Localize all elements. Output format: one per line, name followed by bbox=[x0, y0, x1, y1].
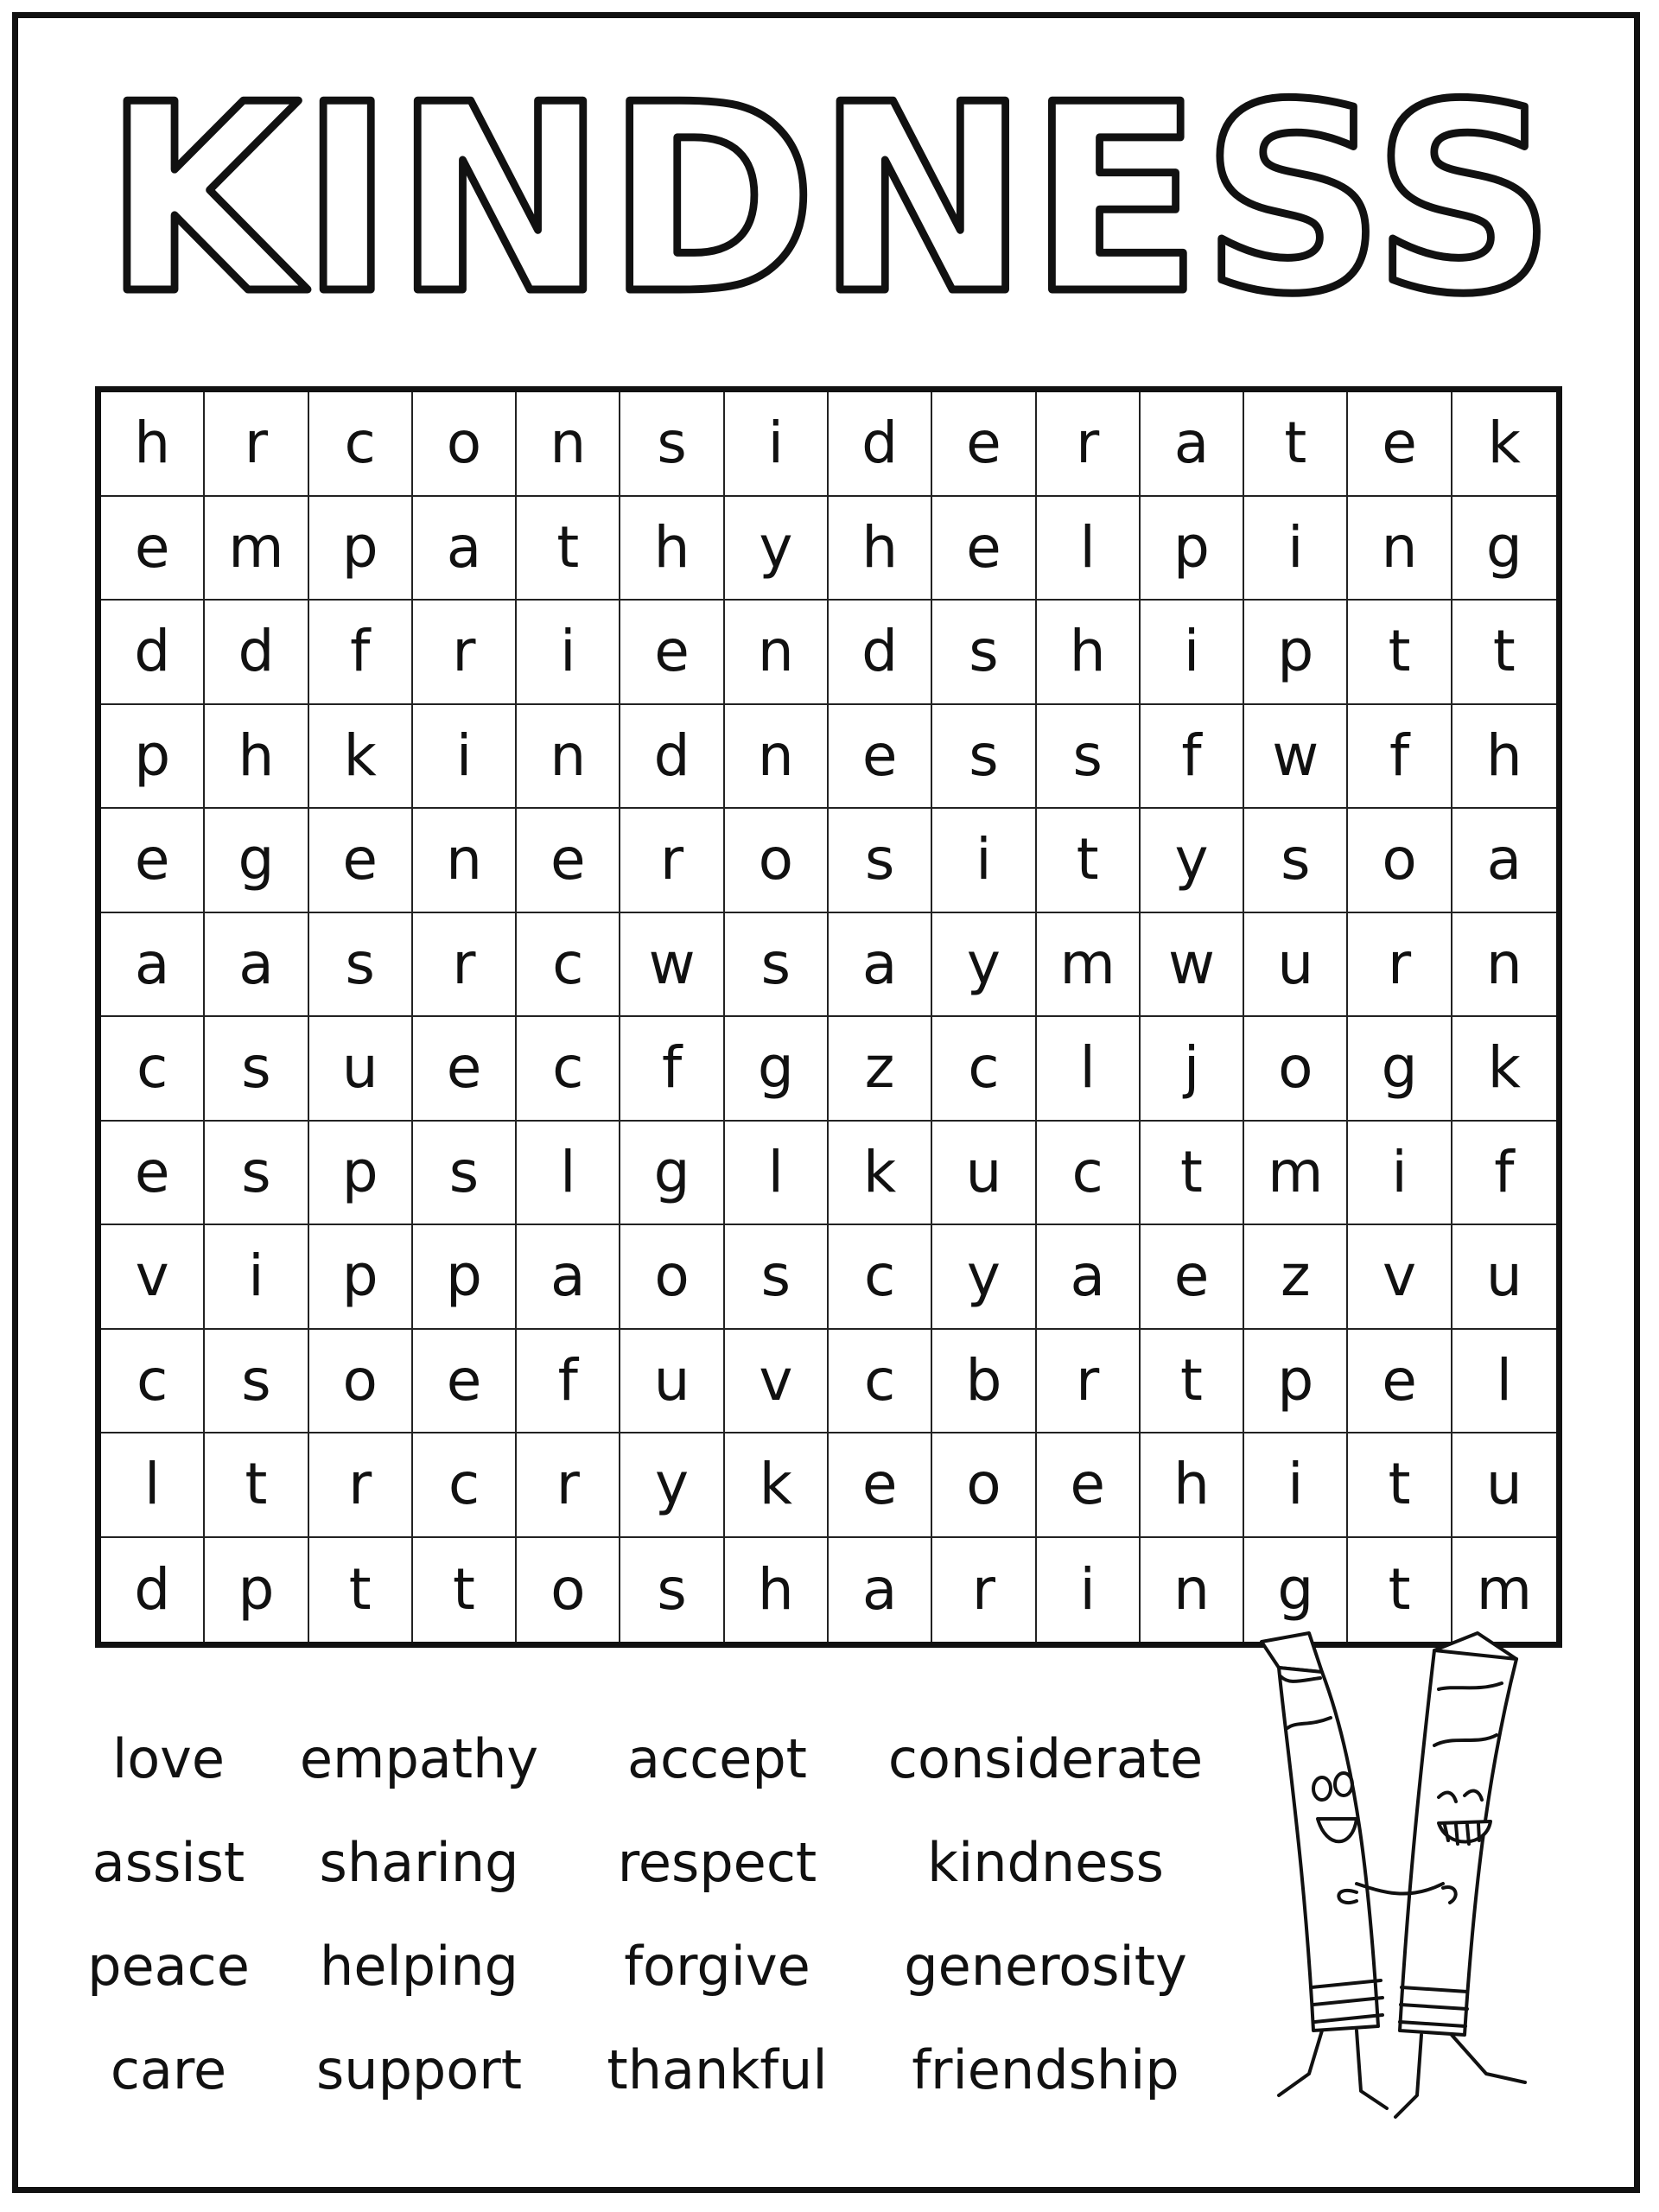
grid-cell: o bbox=[725, 809, 829, 913]
grid-cell: e bbox=[932, 392, 1036, 497]
grid-cell: s bbox=[620, 1538, 724, 1643]
grid-cell: c bbox=[309, 392, 413, 497]
grid-cell: g bbox=[1244, 1538, 1348, 1643]
grid-cell: l bbox=[1037, 497, 1141, 601]
grid-cell: c bbox=[1037, 1122, 1141, 1226]
grid-cell: a bbox=[1037, 1225, 1141, 1330]
grid-cell: i bbox=[1244, 1433, 1348, 1538]
grid-cell: t bbox=[1452, 601, 1556, 705]
grid-cell: e bbox=[932, 497, 1036, 601]
grid-cell: i bbox=[517, 601, 620, 705]
grid-cell: e bbox=[1037, 1433, 1141, 1538]
grid-cell: e bbox=[829, 1433, 932, 1538]
grid-cell: c bbox=[829, 1225, 932, 1330]
grid-cell: e bbox=[413, 1330, 517, 1434]
grid-cell: a bbox=[205, 913, 308, 1018]
grid-cell: c bbox=[101, 1330, 205, 1434]
grid-cell: p bbox=[309, 497, 413, 601]
grid-cell: e bbox=[1348, 392, 1452, 497]
word-list-item: helping bbox=[320, 1934, 518, 1998]
word-list-item: sharing bbox=[319, 1830, 519, 1894]
grid-cell: s bbox=[205, 1330, 308, 1434]
grid-cell: f bbox=[309, 601, 413, 705]
grid-cell: a bbox=[413, 497, 517, 601]
grid-cell: c bbox=[517, 1017, 620, 1122]
grid-cell: p bbox=[1244, 601, 1348, 705]
grid-cell: y bbox=[1141, 809, 1244, 913]
grid-cell: a bbox=[101, 913, 205, 1018]
grid-cell: i bbox=[1348, 1122, 1452, 1226]
grid-cell: a bbox=[1452, 809, 1556, 913]
page-title bbox=[0, 52, 1659, 346]
grid-cell: f bbox=[620, 1017, 724, 1122]
grid-cell: p bbox=[205, 1538, 308, 1643]
grid-cell: f bbox=[1348, 705, 1452, 810]
grid-cell: k bbox=[829, 1122, 932, 1226]
grid-cell: t bbox=[1348, 1433, 1452, 1538]
grid-cell: v bbox=[725, 1330, 829, 1434]
grid-cell: s bbox=[829, 809, 932, 913]
grid-cell: t bbox=[517, 497, 620, 601]
grid-cell: a bbox=[517, 1225, 620, 1330]
word-list-item: love bbox=[112, 1726, 225, 1790]
grid-cell: r bbox=[1037, 1330, 1141, 1434]
grid-cell: o bbox=[932, 1433, 1036, 1538]
grid-cell: w bbox=[1244, 705, 1348, 810]
grid-cell: t bbox=[1141, 1330, 1244, 1434]
grid-cell: r bbox=[517, 1433, 620, 1538]
word-list-item: assist bbox=[92, 1830, 245, 1894]
grid-cell: r bbox=[205, 392, 308, 497]
grid-cell: r bbox=[1037, 392, 1141, 497]
grid-cell: n bbox=[725, 705, 829, 810]
grid-cell: o bbox=[1244, 1017, 1348, 1122]
grid-cell: m bbox=[1476, 1555, 1532, 1623]
grid-cell: a bbox=[829, 913, 932, 1018]
grid-cell: h bbox=[1037, 601, 1141, 705]
grid-cell: c bbox=[413, 1433, 517, 1538]
grid-cell: d bbox=[101, 1538, 205, 1643]
grid-cell: r bbox=[413, 913, 517, 1018]
word-list-item: forgive bbox=[624, 1934, 810, 1998]
grid-cell: z bbox=[829, 1017, 932, 1122]
grid-cell: t bbox=[1348, 601, 1452, 705]
grid-cell: y bbox=[725, 497, 829, 601]
grid-cell: t bbox=[413, 1538, 517, 1643]
word-list-item: support bbox=[315, 2037, 523, 2101]
word-list bbox=[69, 1707, 1227, 2121]
word-list-item: thankful bbox=[607, 2037, 828, 2101]
grid-cell: e bbox=[1141, 1225, 1244, 1330]
grid-cell: t bbox=[1037, 809, 1141, 913]
grid-cell: v bbox=[1348, 1225, 1452, 1330]
grid-cell: i bbox=[413, 705, 517, 810]
title-svg bbox=[0, 52, 1659, 346]
grid-cell: o bbox=[620, 1225, 724, 1330]
grid-cell: w bbox=[1141, 913, 1244, 1018]
word-list-item: generosity bbox=[904, 1934, 1187, 1998]
word-list-item: care bbox=[110, 2037, 227, 2101]
grid-cell: b bbox=[932, 1330, 1036, 1434]
grid-cell: s bbox=[309, 913, 413, 1018]
grid-cell: p bbox=[309, 1225, 413, 1330]
grid-cell: s bbox=[725, 1225, 829, 1330]
grid-cell: d bbox=[829, 392, 932, 497]
grid-cell: f bbox=[1141, 705, 1244, 810]
grid-cell: o bbox=[309, 1330, 413, 1434]
grid-cell: h bbox=[1452, 705, 1556, 810]
title-text: KINDNESS bbox=[104, 52, 1555, 346]
grid-cell: r bbox=[413, 601, 517, 705]
grid-cell: n bbox=[1348, 497, 1452, 601]
grid-cell: o bbox=[1348, 809, 1452, 913]
grid-cell: p bbox=[101, 705, 205, 810]
grid-cell: n bbox=[725, 601, 829, 705]
grid-cell: i bbox=[205, 1225, 308, 1330]
grid-cell: g bbox=[620, 1122, 724, 1226]
grid-cell: n bbox=[517, 705, 620, 810]
grid-cell: e bbox=[309, 809, 413, 913]
grid-cell: s bbox=[725, 913, 829, 1018]
grid-cell: k bbox=[1452, 1017, 1556, 1122]
grid-cell: t bbox=[309, 1538, 413, 1643]
word-list-item: accept bbox=[627, 1726, 807, 1790]
grid-cell: s bbox=[1244, 809, 1348, 913]
grid-cell: k bbox=[725, 1433, 829, 1538]
grid-cell: e bbox=[101, 1122, 205, 1226]
grid-cell: s bbox=[1037, 705, 1141, 810]
grid-cell: e bbox=[829, 705, 932, 810]
grid-cell: s bbox=[413, 1122, 517, 1226]
grid-cell: e bbox=[101, 809, 205, 913]
grid-cell: g bbox=[725, 1017, 829, 1122]
grid-cell: l bbox=[101, 1433, 205, 1538]
grid-cell: k bbox=[1452, 392, 1556, 497]
grid-cell: c bbox=[932, 1017, 1036, 1122]
grid-cell: f bbox=[1452, 1122, 1556, 1226]
grid-cell: i bbox=[1244, 497, 1348, 601]
grid-cell: d bbox=[205, 601, 308, 705]
grid-cell: s bbox=[932, 705, 1036, 810]
grid-cell: l bbox=[1452, 1330, 1556, 1434]
grid-cell: l bbox=[1037, 1017, 1141, 1122]
grid-cell: v bbox=[101, 1225, 205, 1330]
word-list-item: considerate bbox=[887, 1726, 1204, 1790]
grid-cell: a bbox=[829, 1538, 932, 1643]
grid-cell: e bbox=[413, 1017, 517, 1122]
grid-cell: n bbox=[1452, 913, 1556, 1018]
grid-cell: e bbox=[620, 601, 724, 705]
grid-cell: s bbox=[620, 392, 724, 497]
grid-cell: d bbox=[620, 705, 724, 810]
grid-cell: u bbox=[1452, 1225, 1556, 1330]
word-search-grid bbox=[95, 386, 1562, 1648]
grid-cell: c bbox=[101, 1017, 205, 1122]
grid-cell: u bbox=[309, 1017, 413, 1122]
grid-cell: p bbox=[1244, 1330, 1348, 1434]
grid-cell: u bbox=[932, 1122, 1036, 1226]
grid-cell: w bbox=[620, 913, 724, 1018]
grid-cell: e bbox=[517, 809, 620, 913]
grid-cell: r bbox=[309, 1433, 413, 1538]
grid-cell: e bbox=[101, 497, 205, 601]
word-list-item: empathy bbox=[299, 1726, 539, 1790]
grid-cell: a bbox=[1141, 392, 1244, 497]
grid-cell: s bbox=[932, 601, 1036, 705]
grid-cell: l bbox=[517, 1122, 620, 1226]
grid-cell: o bbox=[517, 1538, 620, 1643]
grid-cell: t bbox=[205, 1433, 308, 1538]
hugging-pencils-icon bbox=[1227, 1624, 1607, 2143]
grid-cell: o bbox=[413, 392, 517, 497]
grid-cell: h bbox=[725, 1538, 829, 1643]
grid-cell: i bbox=[1141, 601, 1244, 705]
grid-cell: d bbox=[829, 601, 932, 705]
grid-cell: u bbox=[620, 1330, 724, 1434]
grid-cell: n bbox=[413, 809, 517, 913]
grid-cell: t bbox=[1141, 1122, 1244, 1226]
grid-cell: p bbox=[1141, 497, 1244, 601]
grid-cell: c bbox=[829, 1330, 932, 1434]
grid-cell: u bbox=[1452, 1433, 1556, 1538]
left-pencil-icon bbox=[1262, 1633, 1387, 2108]
grid-cell: n bbox=[1141, 1538, 1244, 1643]
grid-cell: g bbox=[205, 809, 308, 913]
grid-cell: h bbox=[205, 705, 308, 810]
grid-cell: s bbox=[205, 1122, 308, 1226]
grid-cell: y bbox=[620, 1433, 724, 1538]
grid-cell: m bbox=[1244, 1122, 1348, 1226]
grid-cell: h bbox=[1141, 1433, 1244, 1538]
grid-cell: i bbox=[1037, 1538, 1141, 1643]
grid-cell: k bbox=[309, 705, 413, 810]
word-list-item: friendship bbox=[912, 2037, 1179, 2101]
grid-cell: h bbox=[620, 497, 724, 601]
grid-cell: y bbox=[932, 1225, 1036, 1330]
grid-cell: h bbox=[829, 497, 932, 601]
grid-cell: t bbox=[1244, 392, 1348, 497]
grid-cell: p bbox=[309, 1122, 413, 1226]
grid-cell: f bbox=[517, 1330, 620, 1434]
grid-cell: p bbox=[413, 1225, 517, 1330]
word-list-item: peace bbox=[87, 1934, 250, 1998]
grid-cell: h bbox=[101, 392, 205, 497]
grid-cell: e bbox=[1348, 1330, 1452, 1434]
grid-cell: r bbox=[932, 1538, 1036, 1643]
grid-cell: m bbox=[1037, 913, 1141, 1018]
grid-cell: r bbox=[1348, 913, 1452, 1018]
grid-cell: g bbox=[1348, 1017, 1452, 1122]
grid-cell: u bbox=[1244, 913, 1348, 1018]
grid-cell: z bbox=[1244, 1225, 1348, 1330]
word-list-item: respect bbox=[617, 1830, 817, 1894]
word-list-item: kindness bbox=[927, 1830, 1164, 1894]
grid-cell: m bbox=[205, 497, 308, 601]
right-pencil-icon bbox=[1395, 1633, 1525, 2117]
grid-cell: j bbox=[1141, 1017, 1244, 1122]
grid-cell: t bbox=[1348, 1538, 1452, 1643]
grid-cell: l bbox=[725, 1122, 829, 1226]
grid-cell: d bbox=[101, 601, 205, 705]
grid-cell: n bbox=[517, 392, 620, 497]
grid-cell: r bbox=[620, 809, 724, 913]
grid-cell: i bbox=[725, 392, 829, 497]
grid-cell: s bbox=[205, 1017, 308, 1122]
grid-cell: g bbox=[1452, 497, 1556, 601]
grid-cell: y bbox=[932, 913, 1036, 1018]
grid-cell: c bbox=[517, 913, 620, 1018]
grid-cell: i bbox=[932, 809, 1036, 913]
